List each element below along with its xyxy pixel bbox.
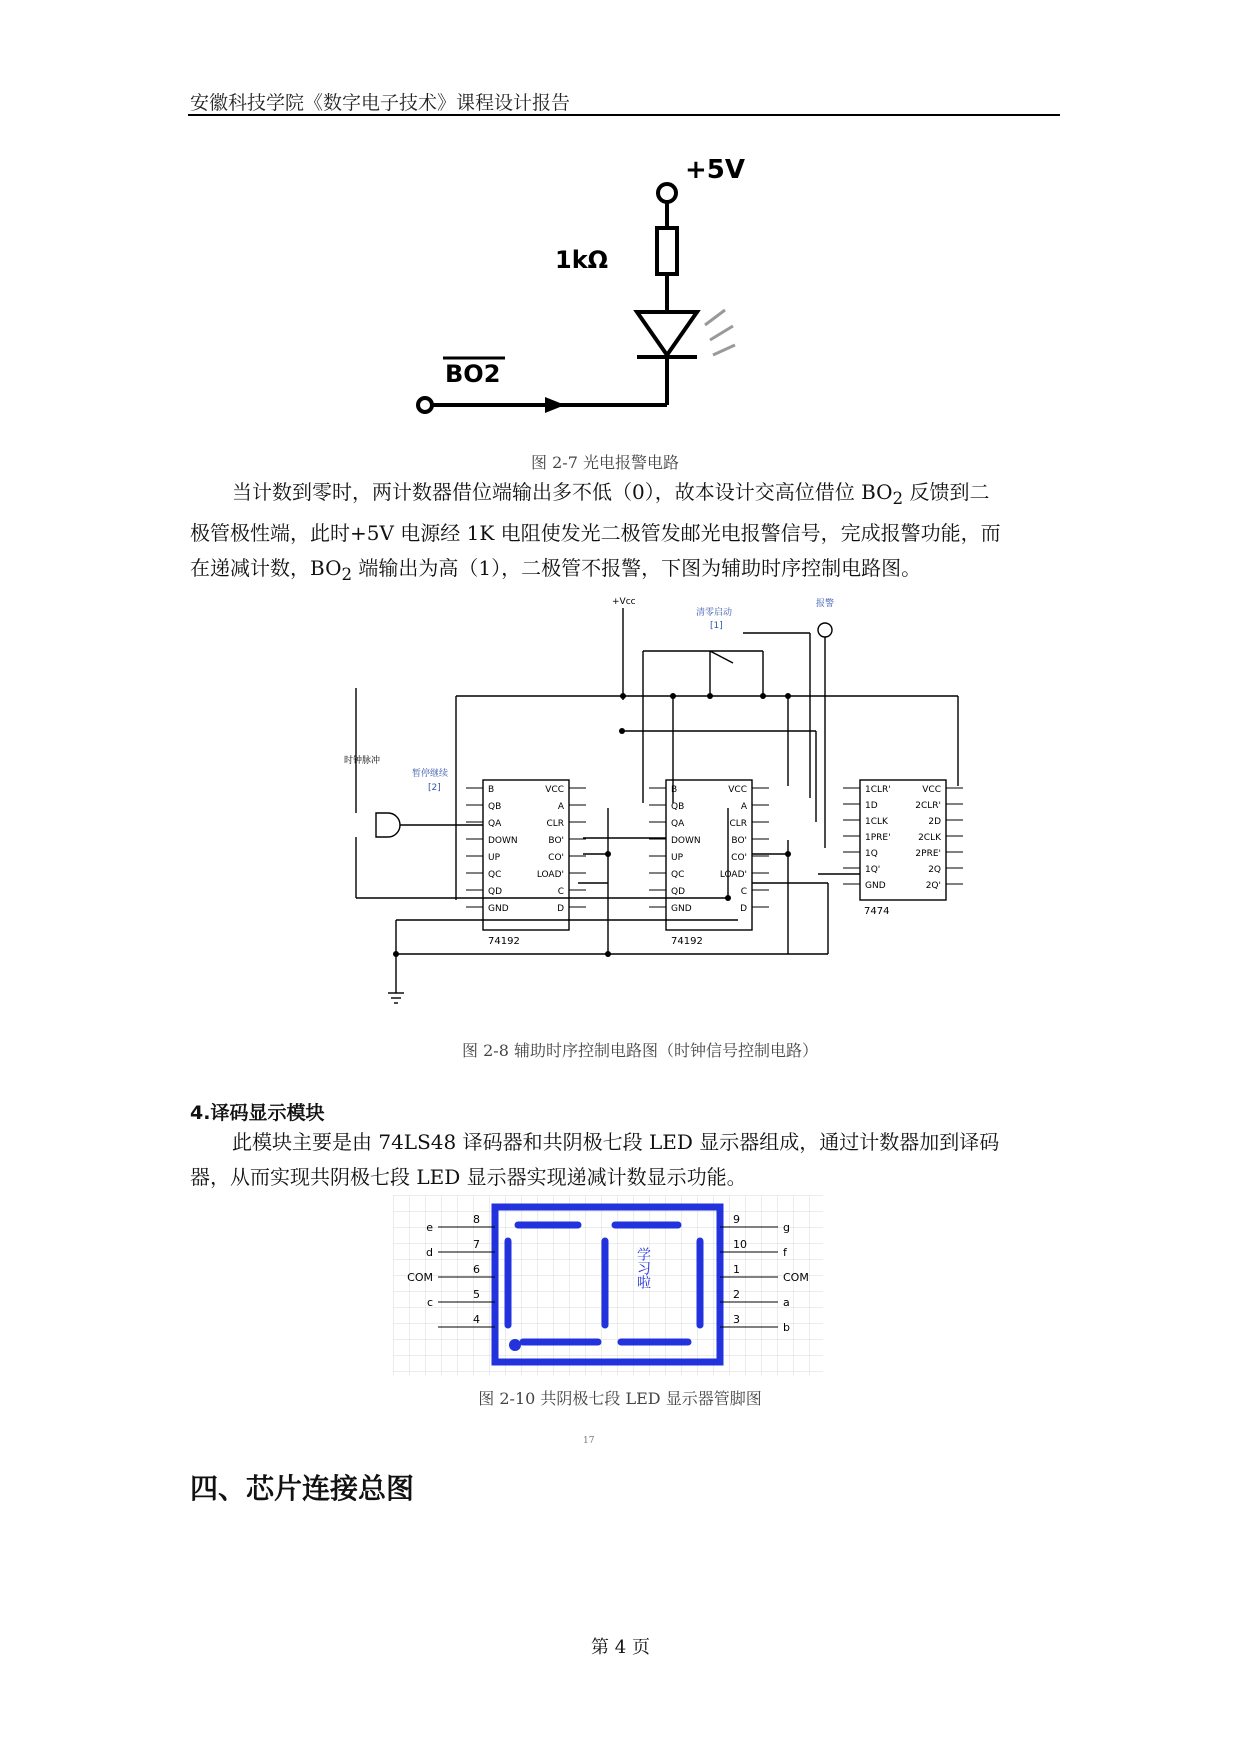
chip1-left-pin-2: QA (488, 819, 502, 829)
section-title: 四、芯片连接总图 (190, 1472, 415, 1505)
right-pin-number-0: 9 (733, 1213, 740, 1226)
chip1-left-pin-5: QC (488, 870, 502, 880)
figure-2-10-seven-segment-pinout (393, 1195, 823, 1375)
page-number: 第 4 页 (591, 1637, 650, 1658)
chip3-right-pin-3: 2CLK (918, 833, 941, 843)
chip3-right-pin-1: 2CLR' (915, 801, 941, 811)
chip1-right-pin-2: CLR (546, 819, 564, 829)
figure-2-7-caption: 图 2-7 光电报警电路 (531, 453, 679, 472)
chip3-left-pin-3: 1PRE' (865, 833, 891, 843)
right-pin-number-2: 1 (733, 1263, 740, 1276)
chip1-right-pin-4: CO' (548, 853, 564, 863)
left-pin-label-2: COM (407, 1271, 433, 1284)
left-pin-label-1: d (426, 1246, 433, 1259)
figure-2-8-caption: 图 2-8 辅助时序控制电路图（时钟信号控制电路） (462, 1041, 818, 1060)
chip1-left-pin-7: GND (488, 904, 509, 914)
chip1-right-pin-1: A (557, 802, 564, 812)
led-light-rays (705, 310, 735, 355)
clock-pulse-label: 时钟脉冲 (344, 756, 381, 766)
right-pin-label-4: b (783, 1321, 790, 1334)
chip3-left-pin-4: 1Q (865, 849, 878, 859)
chip2-left-pin-5: QC (671, 870, 685, 880)
chip2-left-pin-0: B (671, 785, 678, 795)
left-pin-number-1: 7 (473, 1238, 480, 1251)
right-pin-number-4: 3 (733, 1313, 740, 1326)
chip3-left-pin-0: 1CLR' (865, 785, 891, 795)
input-label: BO2 (445, 360, 501, 388)
section-4-heading: 4.译码显示模块 (190, 1102, 325, 1124)
figure-2-8-timing-circuit (344, 588, 968, 1023)
chip3-right-pin-5: 2Q (928, 865, 941, 875)
chip3-right-pin-4: 2PRE' (915, 849, 941, 859)
chip2-left-pin-3: DOWN (671, 836, 701, 846)
right-pin-number-1: 10 (733, 1238, 747, 1251)
chip1-right-pin-3: BO' (548, 836, 564, 846)
chip2-right-pin-1: A (740, 802, 747, 812)
chip3-right-pin-6: 2Q' (925, 881, 941, 891)
figure-2-7-alarm-circuit (415, 150, 775, 450)
paragraph-decoder-description: 此模块主要是由 74LS48 译码器和共阴极七段 LED 显示器组成，通过计数器加到译码 器，从而实现共阴极七段 LED 显示器实现递减计数显示功能。 (190, 1130, 1000, 1189)
chip3-left-pin-1: 1D (865, 801, 878, 811)
pause-sub-label: [2] (428, 783, 441, 793)
paragraph-alarm-description: 当计数到零时，两计数器借位端输出多不低（0），故本设计交高位借位 $BO_2$ 反馈到二 极管极性端，此时+5V 电源经 1K 电阻使发光二极管发邮光电报警信号，完成报警功能，而 在递减计数，$BO_2$ 端输出为高（1），二极管不报警，下图为辅助时序控制电路图。 (190, 480, 1001, 584)
pause-label: 暂停继续 (412, 769, 449, 779)
chip2-label: 74192 (671, 936, 703, 947)
right-pin-label-3: a (783, 1296, 790, 1309)
chip3-label: 7474 (864, 906, 890, 917)
chip2-left-pin-6: QD (671, 887, 686, 897)
input-terminal (418, 398, 432, 412)
header-rule (188, 114, 1060, 116)
chip2-right-pin-0: VCC (728, 785, 747, 795)
left-pin-number-4: 4 (473, 1313, 480, 1326)
chip2-right-pin-7: D (740, 904, 747, 914)
chip2-right-pin-2: CLR (729, 819, 747, 829)
chip3-left-pin-2: 1CLK (865, 817, 888, 827)
chip1-right-pin-7: D (557, 904, 564, 914)
chip-pin-labels (466, 785, 963, 914)
resistor-symbol (657, 228, 677, 274)
vcc-label: +Vcc (612, 597, 636, 607)
chip1-label: 74192 (488, 936, 520, 947)
input-arrow (545, 397, 565, 413)
chip2-right-pin-5: LOAD' (719, 870, 747, 880)
left-pin-number-0: 8 (473, 1213, 480, 1226)
right-pin-label-0: g (783, 1221, 790, 1234)
left-pin-number-3: 5 (473, 1288, 480, 1301)
running-header: 安徽科技学院《数字电子技术》课程设计报告 (190, 92, 571, 114)
left-pin-number-2: 6 (473, 1263, 480, 1276)
chip2-left-pin-4: UP (671, 853, 684, 863)
chip1-left-pin-6: QD (488, 887, 503, 897)
right-pin-number-3: 2 (733, 1288, 740, 1301)
chip2-left-pin-2: QA (671, 819, 685, 829)
chip3-left-pin-6: GND (865, 881, 886, 891)
chip3-right-pin-0: VCC (922, 785, 941, 795)
chip3-left-pin-5: 1Q' (865, 865, 881, 875)
start-label: 清零启动 (696, 608, 733, 618)
chip1-left-pin-1: QB (488, 802, 502, 812)
chip2-left-pin-7: GND (671, 904, 692, 914)
left-pin-label-3: c (426, 1296, 433, 1309)
chip1-right-pin-5: LOAD' (536, 870, 564, 880)
supply-terminal (658, 184, 676, 202)
left-pin-label-0: e (426, 1221, 433, 1234)
display-center-text: 学习啦 (635, 1247, 651, 1289)
start-sub-label: [1] (710, 621, 723, 631)
chip1-left-pin-3: DOWN (488, 836, 518, 846)
chip3-right-pin-2: 2D (928, 817, 941, 827)
chip1-left-pin-4: UP (488, 853, 501, 863)
right-pin-label-1: f (783, 1246, 787, 1259)
chip2-right-pin-4: CO' (731, 853, 747, 863)
supply-label: +5V (685, 155, 745, 185)
resistor-label: 1kΩ (555, 246, 609, 274)
chip1-left-pin-0: B (488, 785, 495, 795)
decimal-point (509, 1339, 521, 1351)
figure-2-10-caption: 图 2-10 共阴极七段 LED 显示器管脚图 (478, 1389, 762, 1408)
chip2-right-pin-6: C (740, 887, 747, 897)
page-mark: 17 (583, 1436, 595, 1446)
alarm-label: 报警 (816, 599, 835, 609)
chip2-right-pin-3: BO' (731, 836, 747, 846)
chip2-left-pin-1: QB (671, 802, 685, 812)
right-pin-label-2: COM (783, 1271, 809, 1284)
led-diode-symbol (637, 312, 697, 355)
chip1-right-pin-6: C (557, 887, 564, 897)
chip1-right-pin-0: VCC (545, 785, 564, 795)
